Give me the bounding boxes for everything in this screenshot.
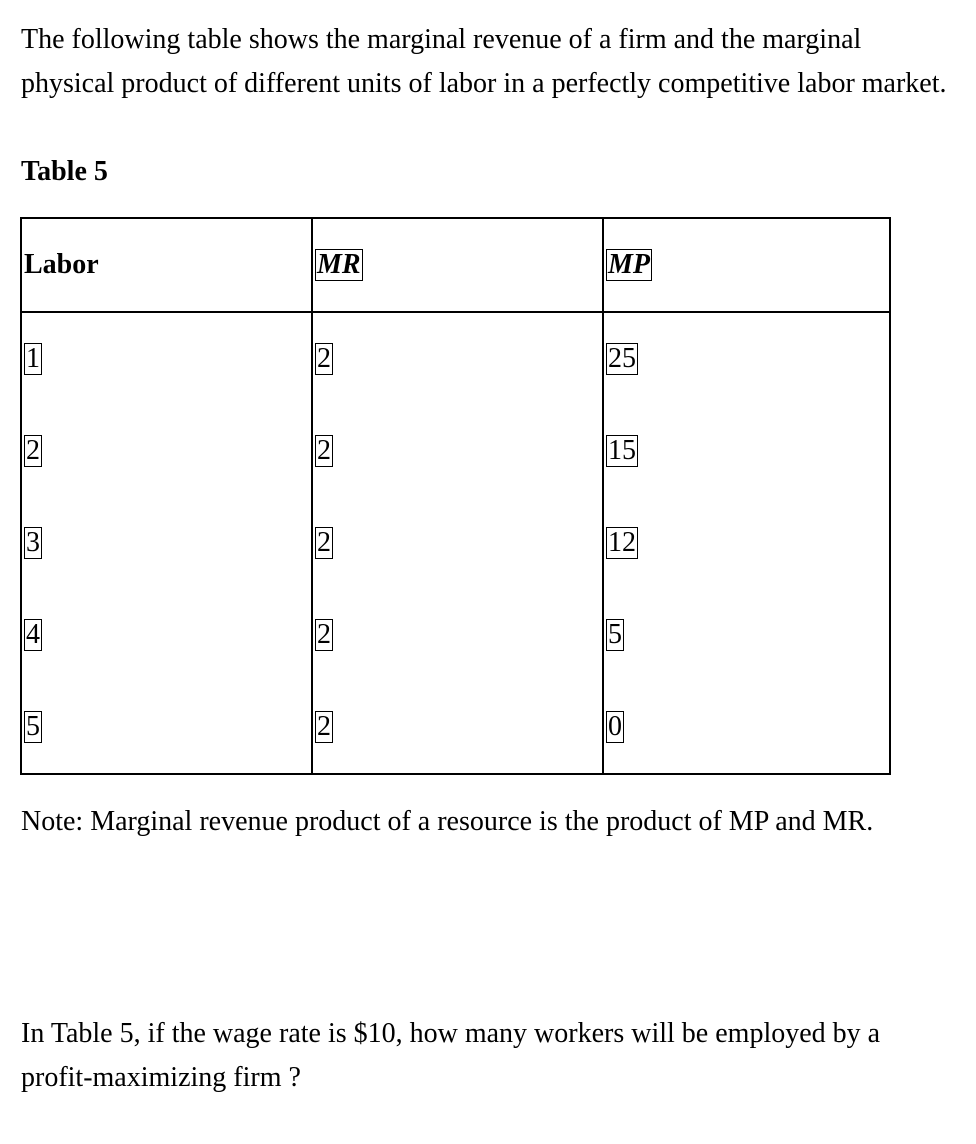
table-row [21,405,890,497]
question-text: In Table 5, if the wage rate is $10, how many workers will be employed by a profit-maximizing firm ? [21,1018,881,1093]
table-title: Table 5 [21,156,108,187]
cell-mp: 12 [603,497,890,589]
table-header-row [21,218,890,312]
cell-mr: 2 [312,589,603,681]
intro-paragraph: The following table shows the marginal revenue of a firm and the marginal physical product of different units of labor in a perfectly competitive labor market. [21,24,947,99]
header-mr: MR [312,218,603,312]
cell-mr: 2 [312,405,603,497]
cell-labor: 3 [21,497,312,589]
header-mp: MP [603,218,890,312]
cell-mr: 2 [312,312,603,405]
table-row [21,589,890,681]
cell-mr: 2 [312,497,603,589]
cell-mp: 5 [603,589,890,681]
table-row [21,681,890,774]
cell-mp: 0 [603,681,890,774]
table-row [21,497,890,589]
data-table [20,217,891,775]
cell-mr: 2 [312,681,603,774]
cell-mp: 25 [603,312,890,405]
header-labor: Labor [21,218,312,312]
note-text: Note: Marginal revenue product of a resource is the product of MP and MR. [21,806,874,837]
cell-labor: 2 [21,405,312,497]
cell-labor: 4 [21,589,312,681]
cell-labor: 5 [21,681,312,774]
cell-mp: 15 [603,405,890,497]
table-row [21,312,890,405]
cell-labor: 1 [21,312,312,405]
